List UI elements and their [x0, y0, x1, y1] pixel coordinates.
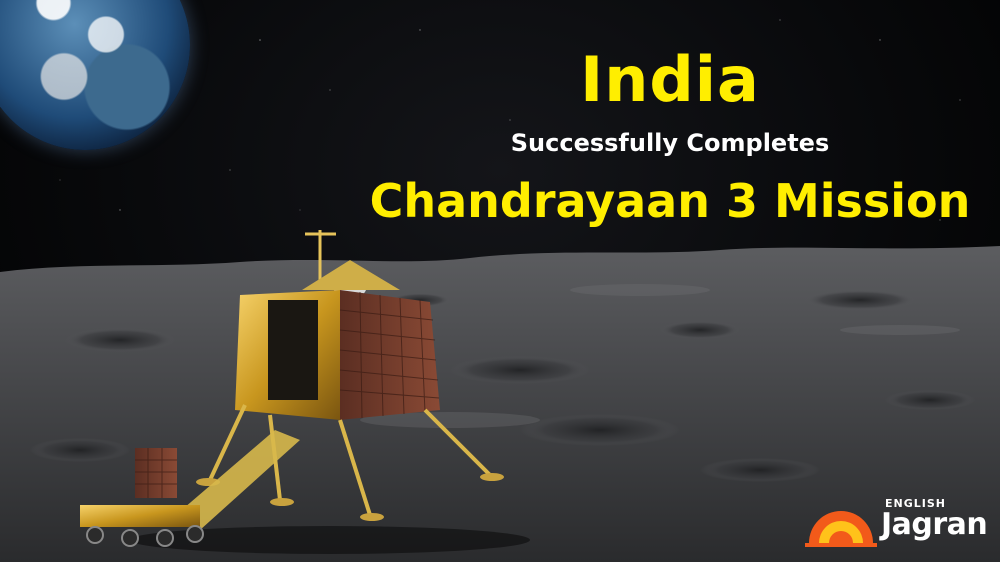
logo-english-text: ENGLISH — [885, 497, 946, 510]
logo-jagran-text: Jagran — [881, 507, 988, 542]
jagran-logo — [805, 497, 995, 553]
lander-icon — [40, 220, 560, 560]
headline-subtitle: Successfully Completes — [510, 129, 830, 157]
headline-mission: Chandrayaan 3 Mission — [369, 174, 971, 228]
headline — [360, 40, 980, 232]
jagran-sun-logo-icon — [805, 503, 877, 547]
headline-country: India — [580, 43, 760, 116]
